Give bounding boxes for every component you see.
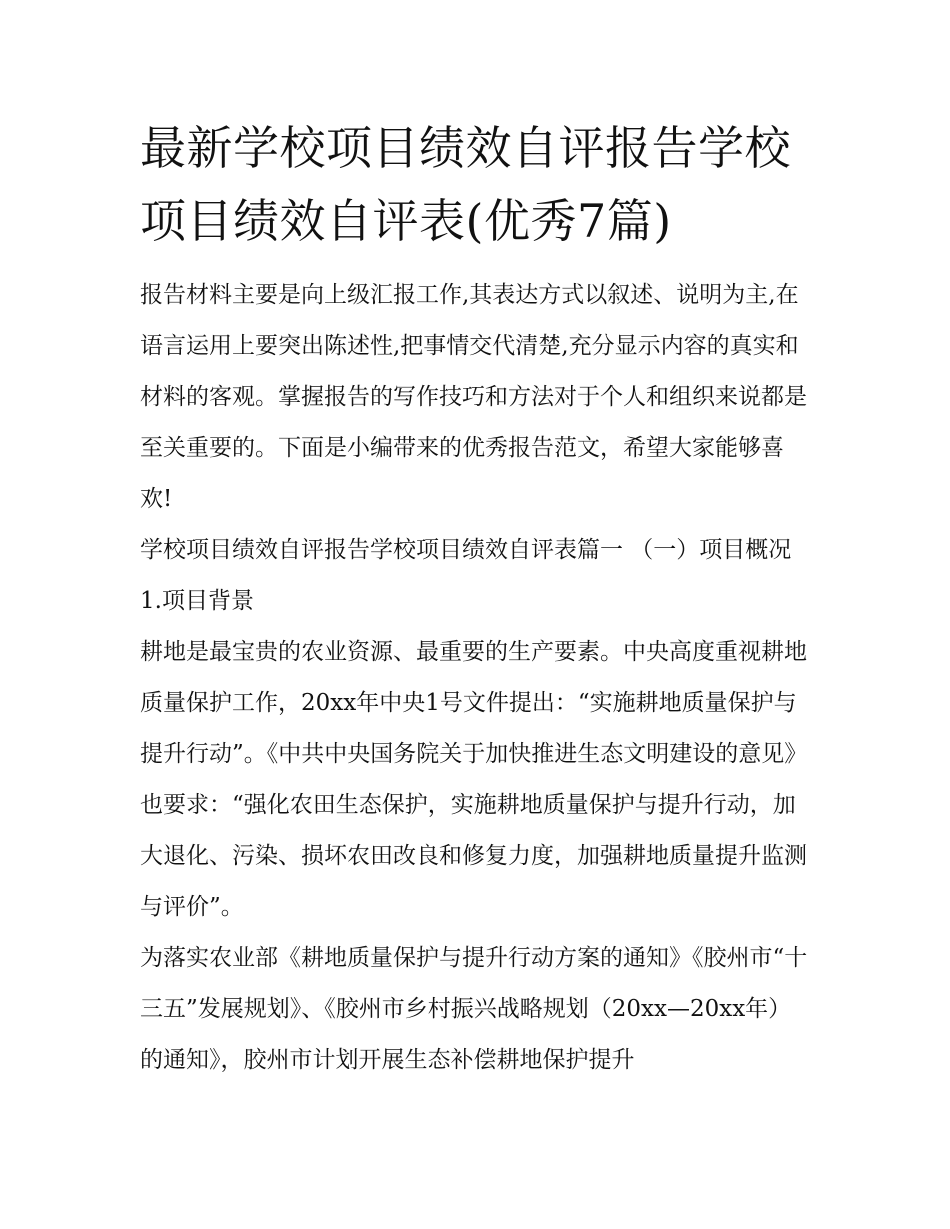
body-paragraph: 耕地是最宝贵的农业资源、最重要的生产要素。中央高度重视耕地质量保护工作，20xx年中央1号文件提出：“实施耕地质量保护与提升行动”。《中共中央国务院关于加快推进生态文明建设的意见》也要求：“强化农田生态保护，实施耕地质量保护与提升行动，加大退化、污染、损坏农田改良和修复力度，加强耕地质量提升监测与评价”。 bbox=[140, 639, 808, 920]
section-heading: 学校项目绩效自评报告学校项目绩效自评表篇一 （一）项目概况 1.项目背景 bbox=[140, 537, 792, 614]
document-title: 最新学校项目绩效自评报告学校项目绩效自评表(优秀7篇) bbox=[140, 121, 791, 248]
document-body bbox=[140, 112, 812, 1086]
body-paragraph: 为落实农业部《耕地质量保护与提升行动方案的通知》《胶州市“十三五”发展规划》、《胶州市乡村振兴战略规划（20xx—20xx年）的通知》，胶州市计划开展生态补偿耕地保护提升 bbox=[140, 945, 808, 1073]
intro-paragraph: 报告材料主要是向上级汇报工作,其表达方式以叙述、说明为主,在语言运用上要突出陈述性,把事情交代清楚,充分显示内容的真实和材料的客观。掌握报告的写作技巧和方法对于个人和组织来说都是至关重要的。下面是小编带来的优秀报告范文，希望大家能够喜欢! bbox=[140, 282, 807, 512]
